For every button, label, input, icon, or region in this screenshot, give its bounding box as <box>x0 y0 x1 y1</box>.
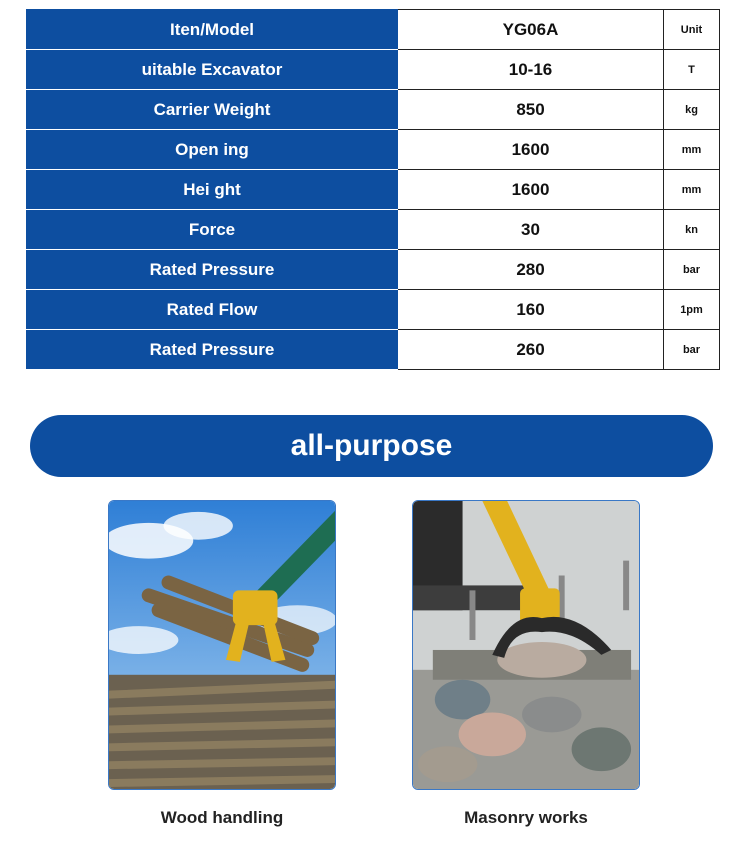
spec-row <box>27 250 720 290</box>
spec-label: Carrier Weight <box>27 90 398 130</box>
spec-value: 1600 <box>398 170 664 210</box>
spec-label: Open ing <box>27 130 398 170</box>
spec-unit: T <box>664 50 720 90</box>
spec-table <box>26 9 720 370</box>
spec-unit: Unit <box>664 10 720 50</box>
spec-value: YG06A <box>398 10 664 50</box>
spec-row <box>27 90 720 130</box>
spec-row <box>27 330 720 370</box>
spec-label: Rated Pressure <box>27 250 398 290</box>
spec-unit: mm <box>664 130 720 170</box>
spec-label: Rated Pressure <box>27 330 398 370</box>
spec-label: Hei ght <box>27 170 398 210</box>
spec-label: Force <box>27 210 398 250</box>
masonry-works-caption: Masonry works <box>464 808 588 827</box>
banner-title: all-purpose <box>290 429 453 462</box>
spec-unit: bar <box>664 330 720 370</box>
spec-value: 10-16 <box>398 50 664 90</box>
masonry-works-image <box>412 500 640 790</box>
spec-label: uitable Excavator <box>27 50 398 90</box>
wood-handling-image <box>108 500 336 790</box>
spec-row <box>27 130 720 170</box>
spec-value: 280 <box>398 250 664 290</box>
spec-row <box>27 10 720 50</box>
spec-value: 1600 <box>398 130 664 170</box>
spec-value: 260 <box>398 330 664 370</box>
spec-row <box>27 210 720 250</box>
wood-handling-caption: Wood handling <box>160 808 284 827</box>
spec-value: 30 <box>398 210 664 250</box>
spec-unit: 1pm <box>664 290 720 330</box>
spec-row <box>27 50 720 90</box>
spec-unit: bar <box>664 250 720 290</box>
spec-value: 850 <box>398 90 664 130</box>
spec-unit: kg <box>664 90 720 130</box>
all-purpose-banner <box>30 415 713 477</box>
spec-label: Iten/Model <box>27 10 398 50</box>
spec-unit: mm <box>664 170 720 210</box>
spec-label: Rated Flow <box>27 290 398 330</box>
spec-row <box>27 290 720 330</box>
spec-unit: kn <box>664 210 720 250</box>
spec-row <box>27 170 720 210</box>
spec-value: 160 <box>398 290 664 330</box>
